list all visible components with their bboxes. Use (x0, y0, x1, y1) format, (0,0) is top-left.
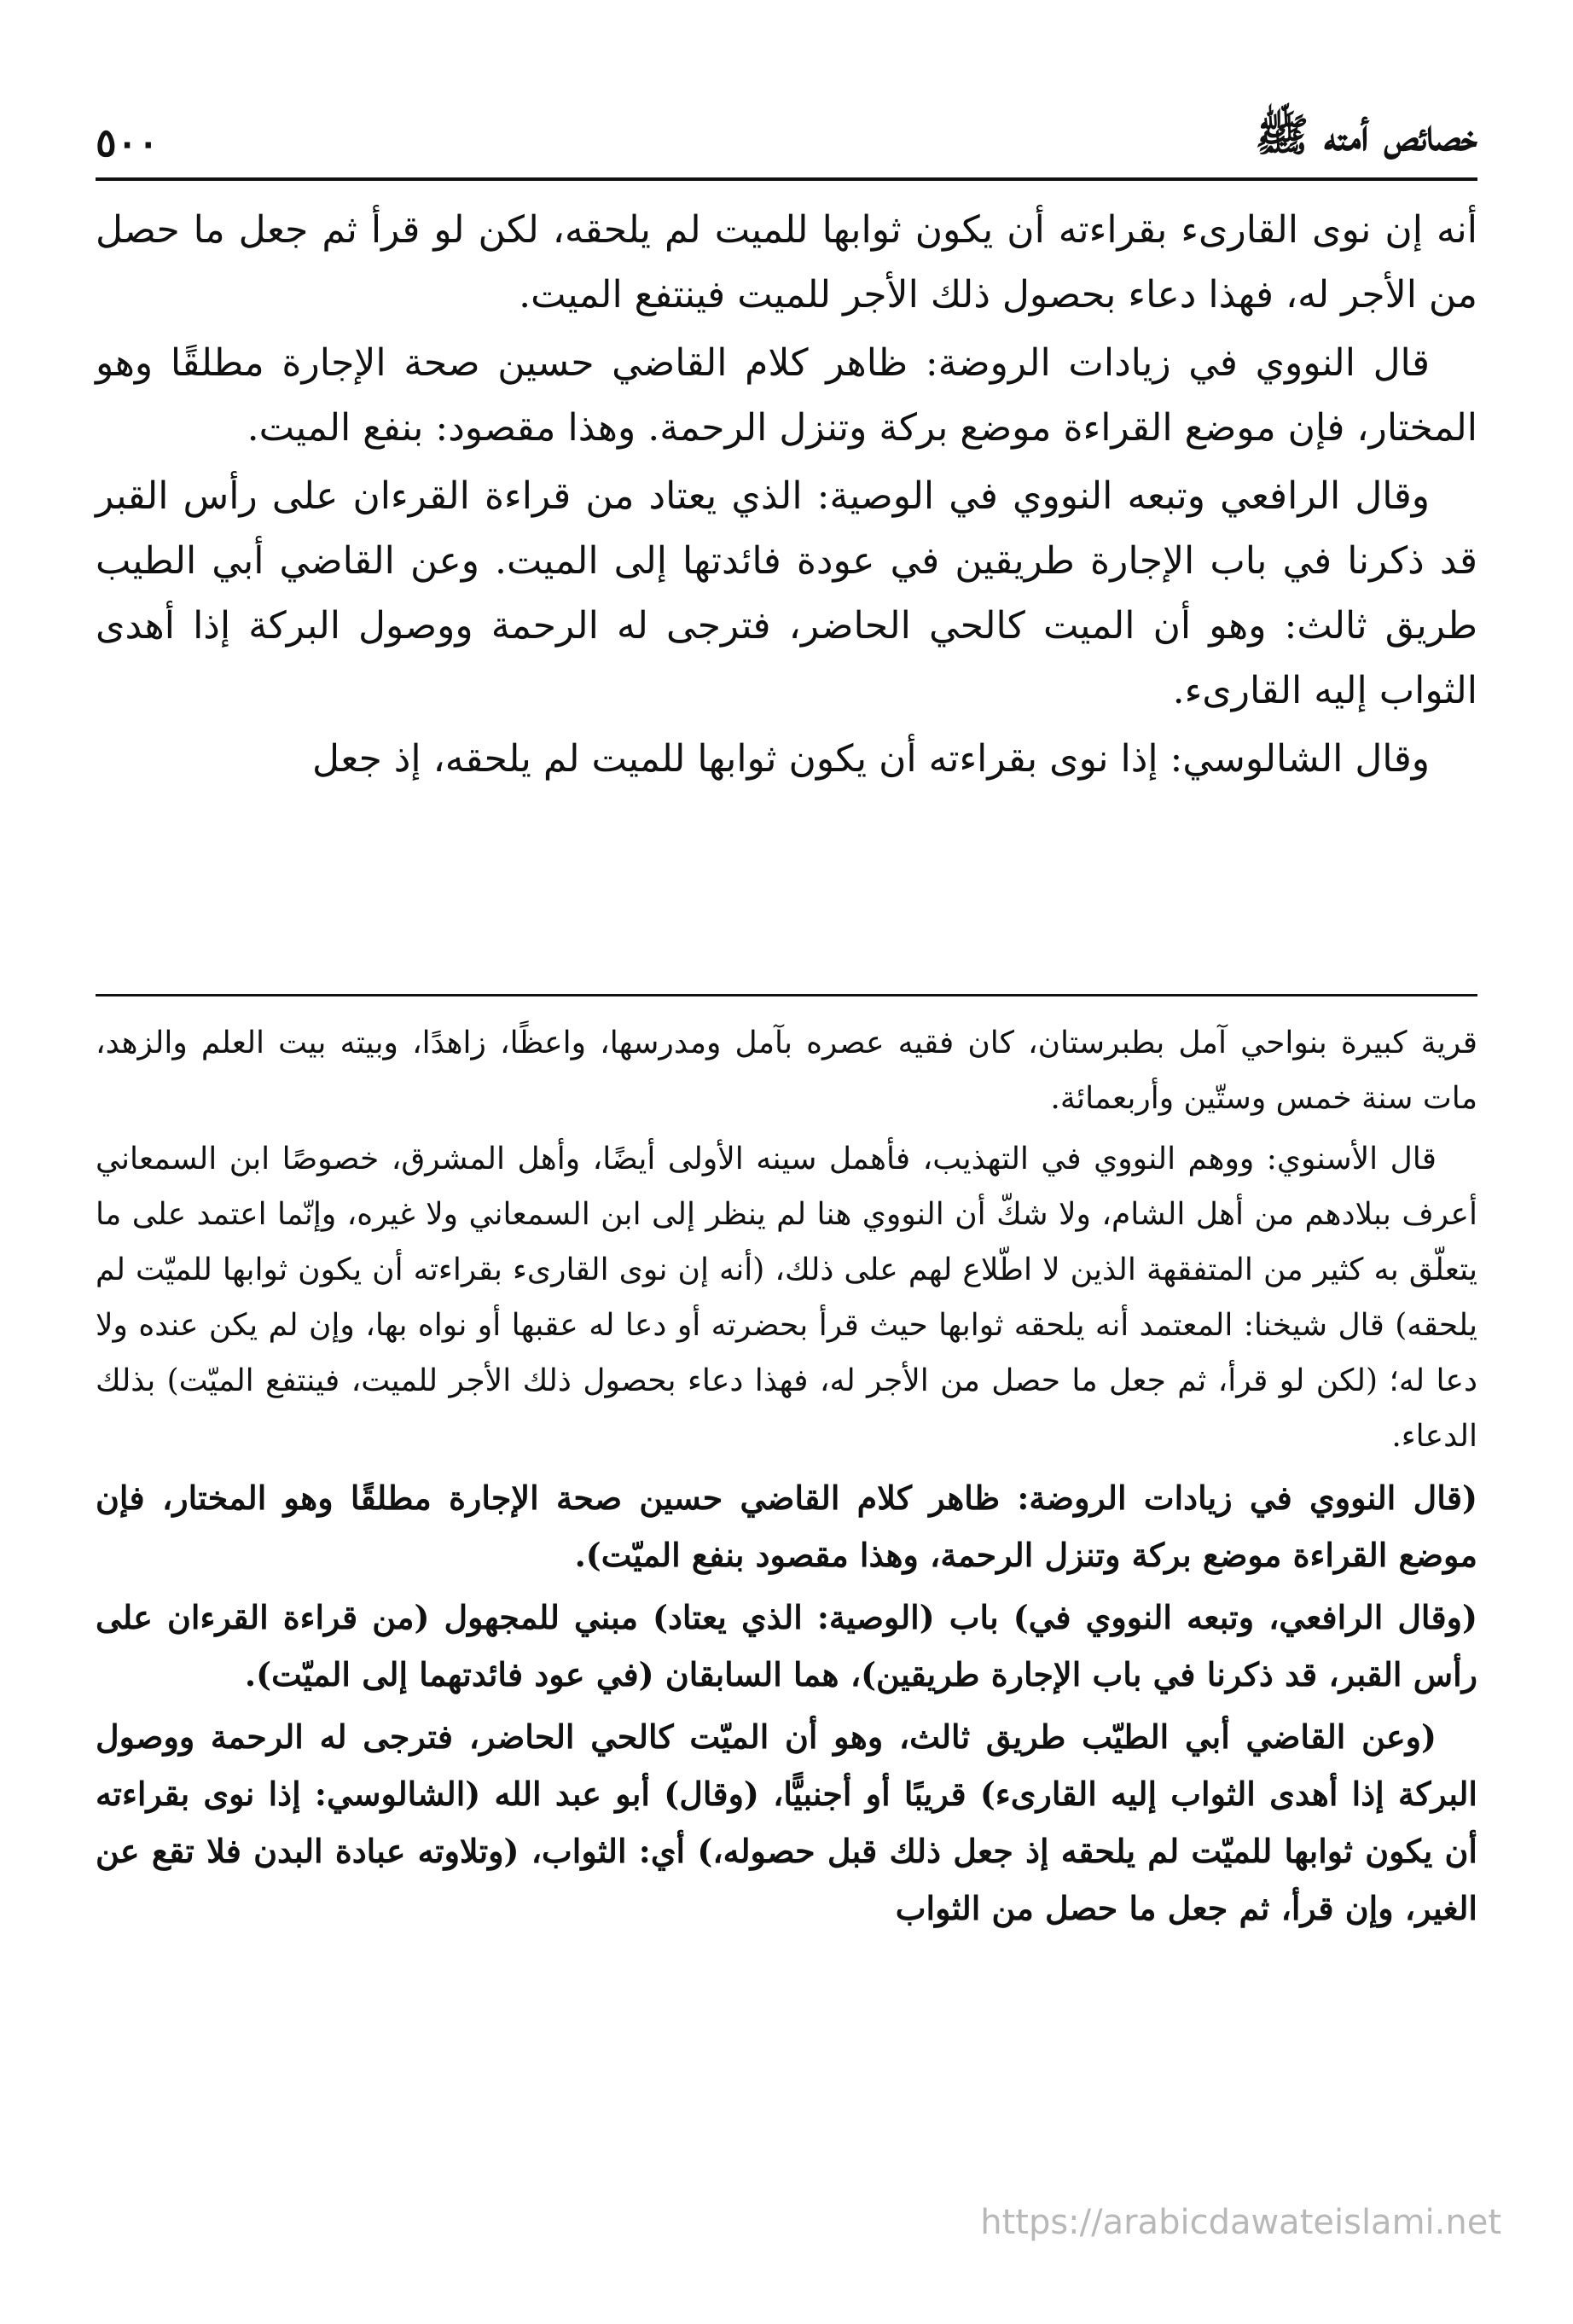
page-header (96, 101, 1477, 177)
commentary-paragraph: قرية كبيرة بنواحي آمل بطبرستان، كان فقيه عصره بآمل ومدرسها، واعظًا، زاهدًا، وبيته بيت العلم والزهد، مات سنة خمس وستّين وأربعمائة. (96, 1025, 1478, 1116)
main-paragraph: وقال الرافعي وتبعه النووي في الوصية: الذي يعتاد من قراءة القرءان على رأس القبر قد ذكرنا في باب الإجارة طريقين في عودة فائدتها إلى الميت. وعن القاضي أبي الطيب طريق ثالث: وهو أن الميت كالحي الحاضر، فترجى له الرحمة ووصول البركة إذا أهدى الثواب إليه القارىء. (96, 474, 1477, 712)
main-paragraph: قال النووي في زيادات الروضة: ظاهر كلام القاضي حسين صحة الإجارة مطلقًا وهو المختار، فإن موضع القراءة موضع بركة وتنزل الرحمة. وهذا مقصود: بنفع الميت. (96, 341, 1477, 450)
commentary (96, 1015, 1477, 1937)
main-paragraph: أنه إن نوى القارىء بقراءته أن يكون ثوابها للميت لم يلحقه، لكن لو قرأ ثم جعل ما حصل من الأجر له، فهذا دعاء بحصول ذلك الأجر للميت فينتفع الميت. (96, 208, 1478, 317)
commentary-paragraph: (وقال الرافعي، وتبعه النووي في) باب (الوصية: الذي يعتاد) مبني للمجهول (من قراءة القرءان على رأس القبر، قد ذكرنا في باب الإجارة طريقين)، هما السابقان (في عود فائدتهما إلى الميّت). (96, 1598, 1477, 1694)
running-title: خصائص أمته ﷺ (1255, 109, 1477, 161)
footnote-separator (96, 994, 1477, 996)
page-number: ٥٠٠ (96, 119, 160, 166)
header-rule (96, 177, 1477, 181)
main-paragraph: وقال الشالوسي: إذا نوى بقراءته أن يكون ثوابها للميت لم يلحقه، إذ جعل (312, 737, 1430, 781)
watermark: https://arabicdawateislami.net (980, 2203, 1501, 2242)
commentary-paragraph: (وعن القاضي أبي الطيّب طريق ثالث، وهو أن الميّت كالحي الحاضر، فترجى له الرحمة ووصول البركة إذا أهدى الثواب إليه القارىء) قريبًا أو أجنبيًّا، (وقال) أبو عبد الله (الشالوسي: إذا نوى بقراءته أن يكون ثوابها للميّت لم يلحقه إذ جعل ذلك قبل حصوله،) أي: الثواب، (وتلاوته عبادة البدن فلا تقع عن الغير، وإن قرأ، ثم جعل ما حصل من الثواب (96, 1717, 1477, 1927)
commentary-paragraph: قال الأسنوي: ووهم النووي في التهذيب، فأهمل سينه الأولى أيضًا، وأهل المشرق، خصوصًا ابن السمعاني أعرف ببلادهم من أهل الشام، ولا شكّ أن النووي هنا لم ينظر إلى ابن السمعاني ولا غيره، وإنّما اعتمد على ما يتعلّق به كثير من المتفقهة الذين لا اطّلاع لهم على ذلك، (أنه إن نوى القارىء بقراءته أن يكون ثوابها للميّت لم يلحقه) قال شيخنا: المعتمد أنه يلحقه ثوابها حيث قرأ بحضرته أو دعا له عقبها أو نواه بها، وإن لم يكن عنده ولا دعا له؛ (لكن لو قرأ، ثم جعل ما حصل من الأجر له، فهذا دعاء بحصول ذلك الأجر للميت، فينتفع الميّت) بذلك الدعاء. (96, 1142, 1477, 1454)
main-text (96, 198, 1477, 792)
commentary-paragraph: (قال النووي في زيادات الروضة: ظاهر كلام القاضي حسين صحة الإجارة مطلقًا وهو المختار، فإن موضع القراءة موضع بركة وتنزل الرحمة، وهذا مقصود بنفع الميّت). (96, 1479, 1477, 1574)
